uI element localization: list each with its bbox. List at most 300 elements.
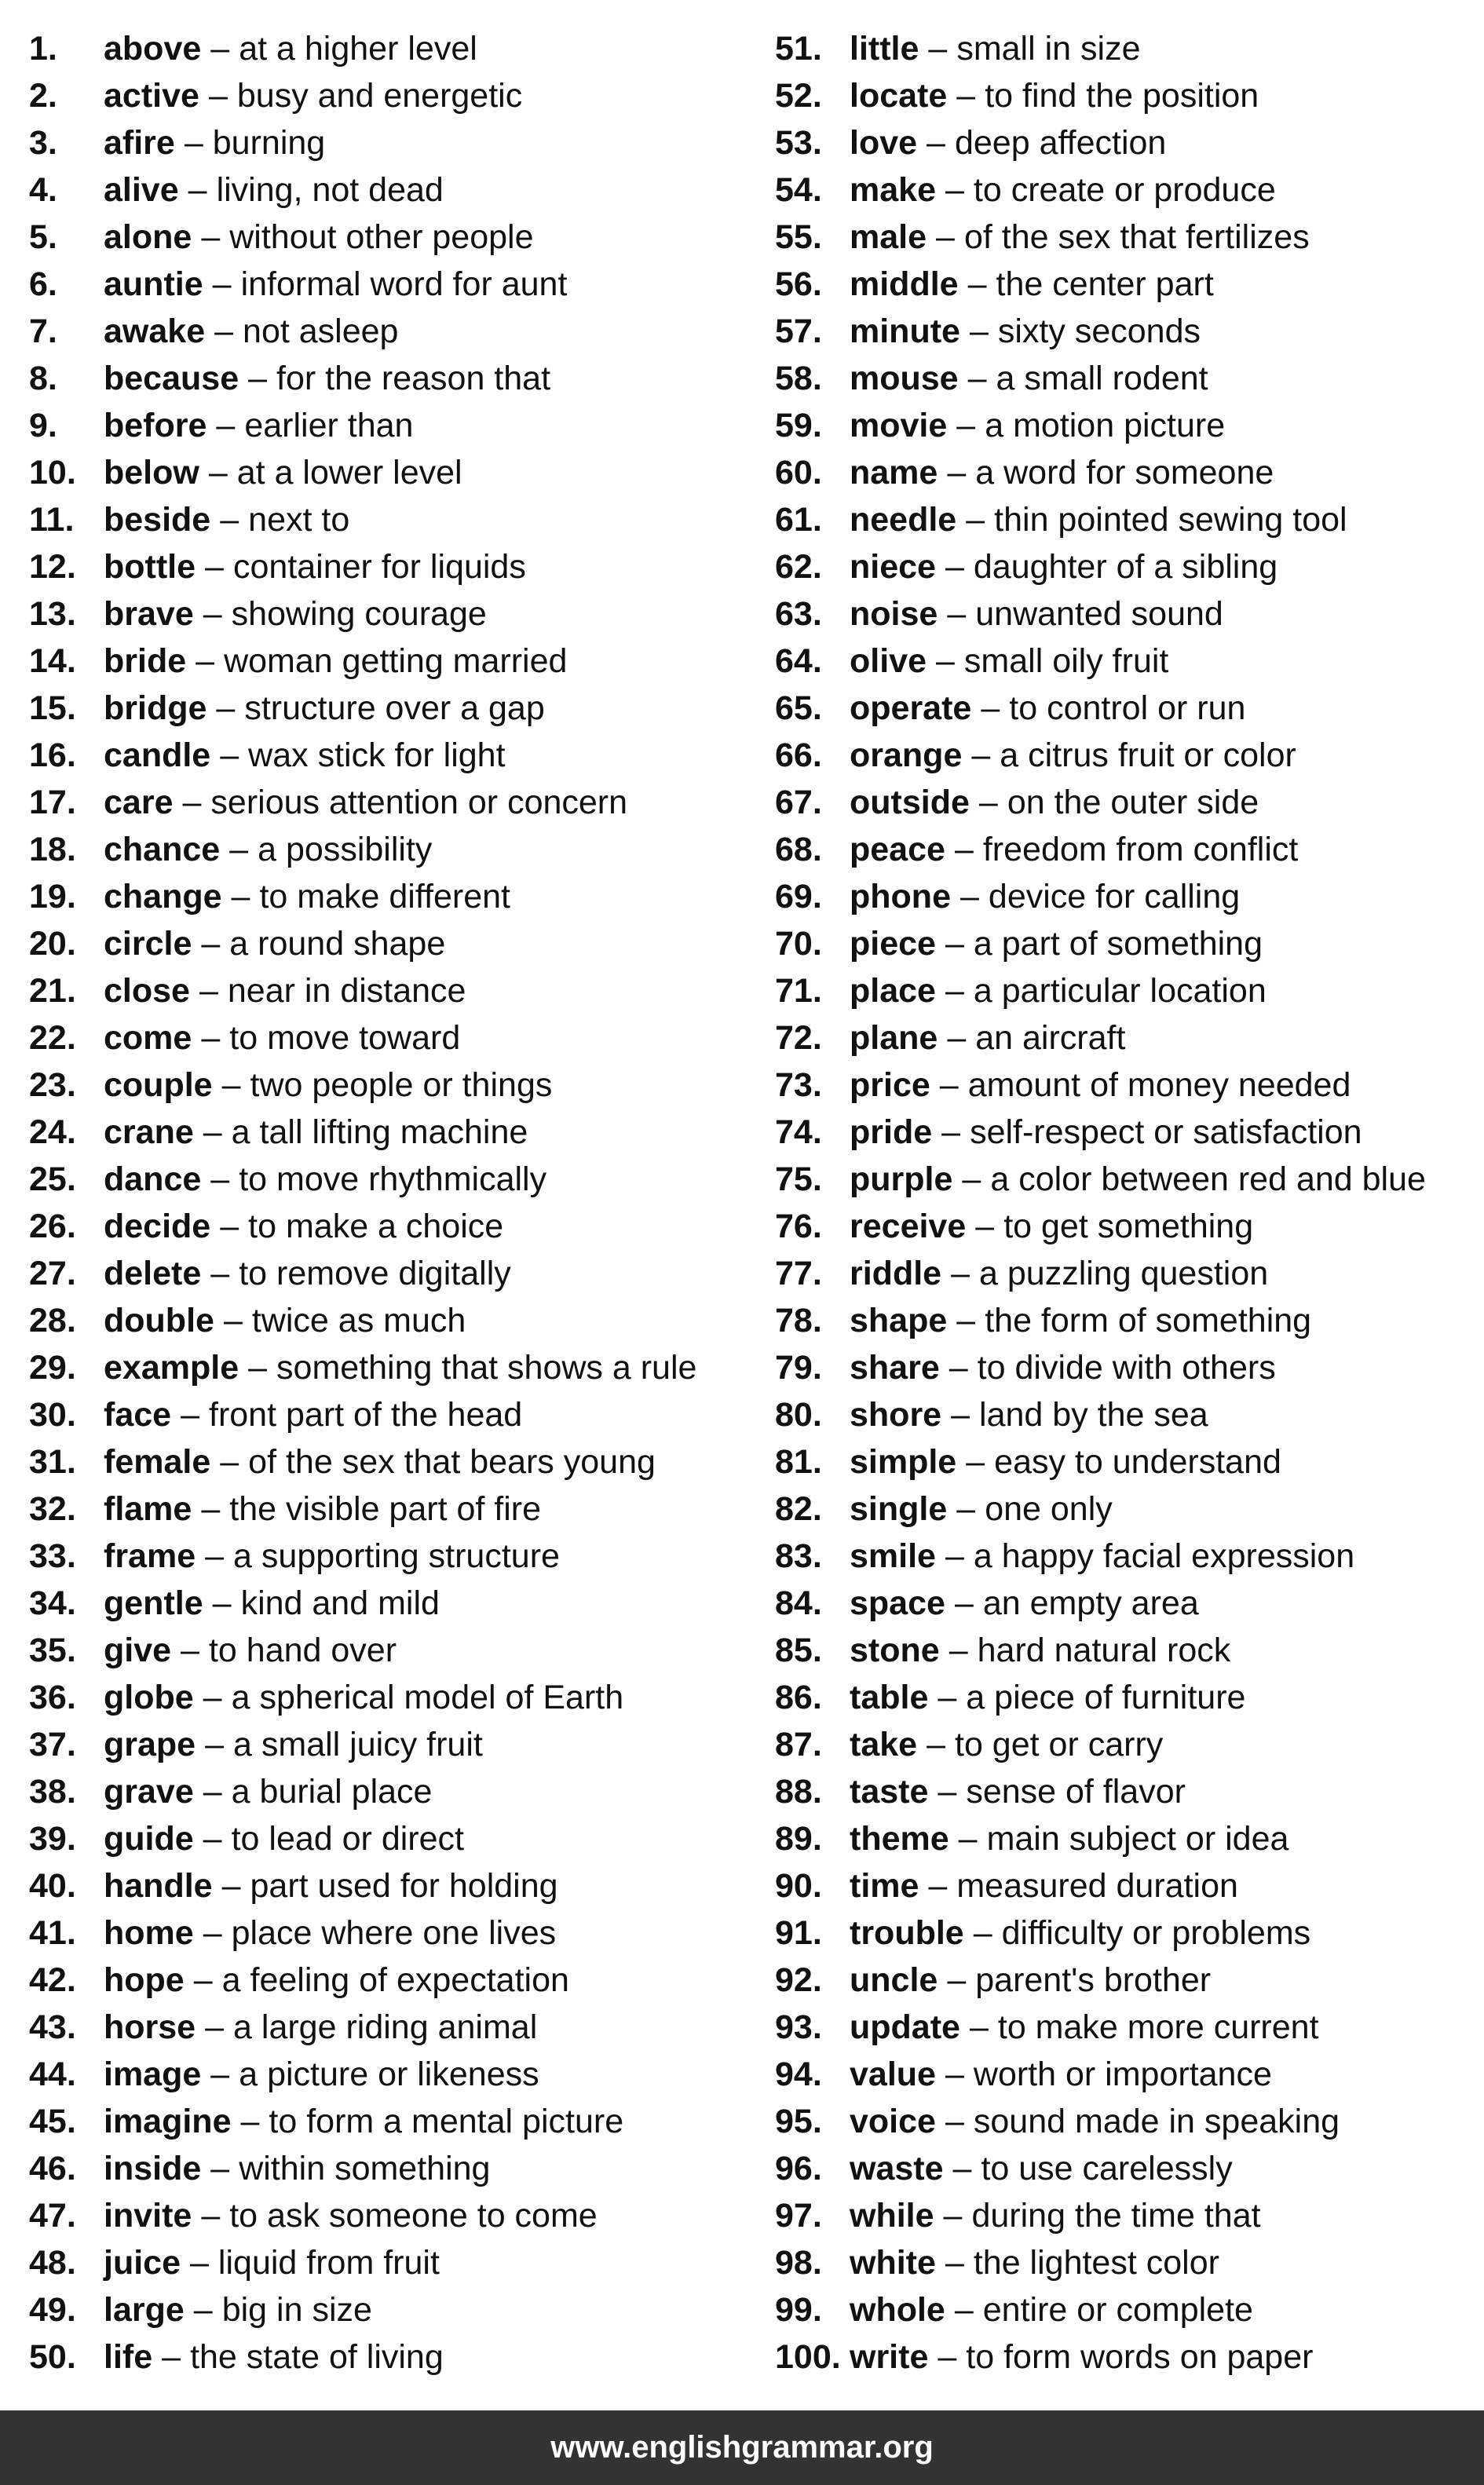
vocabulary-word: needle [850, 501, 957, 539]
list-item [775, 920, 1466, 967]
dash-separator: – [954, 1584, 974, 1622]
dash-separator: – [184, 124, 203, 162]
list-item [29, 1344, 759, 1391]
vocabulary-word: love [850, 124, 918, 162]
vocabulary-word: crane [104, 1113, 194, 1151]
dash-separator: – [947, 1019, 967, 1057]
word-definition: a part of something [973, 925, 1263, 963]
item-number: 46. [29, 2150, 76, 2187]
word-definition: the state of living [190, 2338, 444, 2376]
item-number: 3. [29, 124, 57, 162]
list-item [29, 25, 759, 72]
vocabulary-word: olive [850, 642, 927, 680]
word-definition: to use carelessly [981, 2150, 1233, 2187]
vocabulary-word: because [104, 360, 239, 397]
list-item [775, 402, 1466, 449]
dash-separator: – [221, 1066, 241, 1104]
item-number: 28. [29, 1302, 76, 1339]
vocabulary-word: time [850, 1867, 919, 1905]
word-definition: within something [239, 2150, 491, 2187]
dash-separator: – [203, 1113, 222, 1151]
word-definition: an empty area [982, 1584, 1199, 1622]
item-number: 76. [775, 1208, 822, 1245]
vocabulary-word: afire [104, 124, 175, 162]
vocabulary-word: beside [104, 501, 211, 539]
dash-separator: – [945, 171, 964, 209]
dash-separator: – [954, 831, 974, 868]
item-number: 45. [29, 2103, 76, 2140]
dash-separator: – [248, 360, 268, 397]
list-item [775, 1297, 1466, 1344]
word-definition: to form a mental picture [269, 2103, 624, 2140]
word-definition: not asleep [243, 312, 399, 350]
item-number: 88. [775, 1773, 822, 1811]
dash-separator: – [210, 30, 230, 68]
item-number: 65. [775, 689, 822, 727]
word-definition: a burial place [231, 1773, 433, 1811]
vocabulary-word: phone [850, 878, 951, 915]
vocabulary-word: chance [104, 831, 221, 868]
word-definition: thin pointed sewing tool [994, 501, 1347, 539]
list-item [775, 1203, 1466, 1250]
list-item [775, 355, 1466, 402]
list-item [775, 166, 1466, 214]
vocabulary-word: outside [850, 784, 970, 821]
dash-separator: – [205, 1726, 225, 1763]
vocabulary-word: awake [104, 312, 206, 350]
vocabulary-word: update [850, 2008, 960, 2046]
word-definition: freedom from conflict [982, 831, 1299, 868]
item-number: 35. [29, 1632, 76, 1669]
vocabulary-word: gentle [104, 1584, 203, 1622]
list-item [775, 2004, 1466, 2051]
dash-separator: – [966, 501, 985, 539]
list-item [775, 1533, 1466, 1580]
dash-separator: – [223, 1302, 243, 1339]
list-item [29, 2333, 759, 2381]
list-item [29, 1062, 759, 1109]
vocabulary-word: grave [104, 1773, 194, 1811]
list-item [775, 2145, 1466, 2192]
word-definition: small in size [956, 30, 1141, 68]
dash-separator: – [936, 642, 955, 680]
vocabulary-word: brave [104, 595, 194, 633]
vocabulary-word: shore [850, 1396, 942, 1434]
word-definition: small oily fruit [963, 642, 1169, 680]
vocabulary-word: give [104, 1632, 172, 1669]
item-number: 5. [29, 218, 57, 256]
list-item [775, 685, 1466, 732]
item-number: 64. [775, 642, 822, 680]
list-item [29, 1580, 759, 1627]
vocabulary-word: double [104, 1302, 214, 1339]
word-definition: land by the sea [979, 1396, 1208, 1434]
dash-separator: – [205, 2008, 225, 2046]
word-definition: entire or complete [982, 2291, 1253, 2329]
item-number: 55. [775, 218, 822, 256]
vocabulary-word: home [104, 1914, 194, 1952]
vocabulary-word: voice [850, 2103, 936, 2140]
item-number: 81. [775, 1443, 822, 1481]
vocabulary-word: share [850, 1349, 940, 1387]
footer-bar [0, 2410, 1484, 2485]
word-definition: a round shape [229, 925, 446, 963]
item-number: 68. [775, 831, 822, 868]
vocabulary-word: operate [850, 689, 972, 727]
item-number: 13. [29, 595, 76, 633]
list-item [29, 355, 759, 402]
dash-separator: – [221, 1867, 241, 1905]
item-number: 14. [29, 642, 76, 680]
item-number: 92. [775, 1961, 822, 1999]
dash-separator: – [220, 736, 239, 774]
word-definition: the form of something [985, 1302, 1312, 1339]
list-item [29, 1014, 759, 1062]
vocabulary-word: value [850, 2056, 936, 2093]
list-item [29, 779, 759, 826]
list-item [29, 1957, 759, 2004]
item-number: 47. [29, 2197, 76, 2235]
item-number: 9. [29, 407, 57, 444]
word-definition: a small rodent [996, 360, 1208, 397]
list-item [29, 308, 759, 355]
vocabulary-word: female [104, 1443, 211, 1481]
dash-separator: – [203, 595, 222, 633]
list-item [775, 72, 1466, 119]
dash-separator: – [201, 218, 221, 256]
list-item [775, 2286, 1466, 2333]
item-number: 72. [775, 1019, 822, 1057]
list-item [775, 779, 1466, 826]
vocabulary-word: single [850, 1490, 948, 1528]
word-definition: without other people [229, 218, 534, 256]
item-number: 71. [775, 972, 822, 1010]
item-number: 100. [775, 2338, 841, 2376]
vocabulary-word: image [104, 2056, 202, 2093]
dash-separator: – [231, 878, 250, 915]
word-definition: to move toward [229, 1019, 461, 1057]
dash-separator: – [928, 30, 948, 68]
dash-separator: – [962, 1160, 981, 1198]
item-number: 48. [29, 2244, 76, 2282]
word-definition: a puzzling question [979, 1255, 1269, 1292]
vocabulary-word: receive [850, 1208, 967, 1245]
item-number: 44. [29, 2056, 76, 2093]
word-definition: to hand over [208, 1632, 397, 1669]
dash-separator: – [947, 595, 967, 633]
vocabulary-word: pride [850, 1113, 933, 1151]
dash-separator: – [188, 171, 207, 209]
word-definition: a motion picture [985, 407, 1226, 444]
vocabulary-word: movie [850, 407, 948, 444]
list-item [775, 261, 1466, 308]
vocabulary-word: decide [104, 1208, 211, 1245]
list-item [775, 826, 1466, 873]
vocabulary-word: whole [850, 2291, 945, 2329]
item-number: 23. [29, 1066, 76, 1104]
word-definition: a happy facial expression [973, 1537, 1355, 1575]
list-item [29, 1674, 759, 1721]
word-definition: next to [248, 501, 350, 539]
dash-separator: – [939, 1066, 959, 1104]
list-item [775, 2051, 1466, 2098]
list-item [775, 2192, 1466, 2239]
vocabulary-word: couple [104, 1066, 213, 1104]
dash-separator: – [181, 1632, 199, 1669]
dash-separator: – [967, 360, 987, 397]
word-definition: to create or produce [973, 171, 1276, 209]
word-definition: to divide with others [977, 1349, 1276, 1387]
dash-separator: – [240, 2103, 260, 2140]
word-definition: easy to understand [994, 1443, 1281, 1481]
word-definition: an aircraft [975, 1019, 1126, 1057]
word-definition: during the time that [971, 2197, 1261, 2235]
dash-separator: – [193, 2291, 213, 2329]
word-definition: a feeling of expectation [221, 1961, 569, 1999]
footer-website-link[interactable]: www.englishgrammar.org [550, 2430, 934, 2465]
dash-separator: – [967, 265, 987, 303]
item-number: 58. [775, 360, 822, 397]
item-number: 87. [775, 1726, 822, 1763]
dash-separator: – [203, 1820, 222, 1858]
item-number: 2. [29, 77, 57, 115]
item-number: 77. [775, 1255, 822, 1292]
word-definition: to make different [259, 878, 510, 915]
word-definition: to ask someone to come [229, 2197, 598, 2235]
item-number: 34. [29, 1584, 76, 1622]
item-number: 1. [29, 30, 57, 68]
vocabulary-word: dance [104, 1160, 202, 1198]
item-number: 20. [29, 925, 76, 963]
word-definition: place where one lives [231, 1914, 557, 1952]
item-number: 56. [775, 265, 822, 303]
dash-separator: – [966, 1443, 985, 1481]
dash-separator: – [205, 1537, 225, 1575]
list-item [29, 826, 759, 873]
list-item [29, 72, 759, 119]
vocabulary-word: niece [850, 548, 936, 586]
list-item [775, 1862, 1466, 1909]
vocabulary-word: change [104, 878, 222, 915]
vocabulary-word: above [104, 30, 202, 68]
list-item [29, 2145, 759, 2192]
vocabulary-word: below [104, 454, 199, 492]
item-number: 49. [29, 2291, 76, 2329]
vocabulary-word: active [104, 77, 199, 115]
vocabulary-word: frame [104, 1537, 196, 1575]
vocabulary-word: alone [104, 218, 192, 256]
word-definition: device for calling [988, 878, 1241, 915]
word-definition: hard natural rock [977, 1632, 1231, 1669]
item-number: 36. [29, 1679, 76, 1716]
word-definition: to make a choice [248, 1208, 504, 1245]
word-definition: front part of the head [209, 1396, 523, 1434]
list-item [775, 1250, 1466, 1297]
list-item [29, 119, 759, 166]
dash-separator: – [938, 2338, 957, 2376]
dash-separator: – [201, 1490, 221, 1528]
item-number: 7. [29, 312, 57, 350]
word-definition: sixty seconds [997, 312, 1201, 350]
dash-separator: – [210, 1255, 230, 1292]
dash-separator: – [947, 1961, 967, 1999]
vocabulary-word: life [104, 2338, 153, 2376]
word-definition: parent's brother [975, 1961, 1212, 1999]
item-number: 95. [775, 2103, 822, 2140]
dash-separator: – [229, 831, 249, 868]
list-item [775, 638, 1466, 685]
list-item [775, 543, 1466, 590]
vocabulary-word: candle [104, 736, 211, 774]
item-number: 10. [29, 454, 76, 492]
item-number: 31. [29, 1443, 76, 1481]
item-number: 39. [29, 1820, 76, 1858]
word-definition: wax stick for light [248, 736, 506, 774]
list-item [29, 1768, 759, 1815]
dash-separator: – [212, 1584, 232, 1622]
dash-separator: – [951, 1396, 970, 1434]
list-item [29, 449, 759, 496]
dash-separator: – [201, 1019, 221, 1057]
list-item [775, 2239, 1466, 2286]
word-definition: burning [212, 124, 326, 162]
dash-separator: – [956, 407, 976, 444]
list-item [775, 1486, 1466, 1533]
list-item [29, 1250, 759, 1297]
item-number: 98. [775, 2244, 822, 2282]
dash-separator: – [949, 1632, 968, 1669]
dash-separator: – [196, 642, 215, 680]
word-definition: self-respect or satisfaction [970, 1113, 1362, 1151]
list-item [29, 2239, 759, 2286]
dash-separator: – [978, 784, 998, 821]
list-item [29, 1109, 759, 1156]
dash-separator: – [943, 2197, 963, 2235]
word-definition: to control or run [1009, 689, 1246, 727]
vocabulary-word: inside [104, 2150, 202, 2187]
word-definition: living, not dead [216, 171, 444, 209]
dash-separator: – [220, 501, 239, 539]
word-definition: a color between red and blue [990, 1160, 1426, 1198]
word-definition: twice as much [251, 1302, 466, 1339]
list-item [29, 166, 759, 214]
vocabulary-word: space [850, 1584, 945, 1622]
vocabulary-word: horse [104, 2008, 196, 2046]
dash-separator: – [945, 925, 964, 963]
item-number: 89. [775, 1820, 822, 1858]
list-item [775, 1438, 1466, 1486]
dash-separator: – [203, 1914, 222, 1952]
word-definition: a citrus fruit or color [1000, 736, 1296, 774]
item-number: 22. [29, 1019, 76, 1057]
item-number: 67. [775, 784, 822, 821]
item-number: 97. [775, 2197, 822, 2235]
vocabulary-word: name [850, 454, 938, 492]
word-definition: difficulty or problems [1001, 1914, 1311, 1952]
list-item [29, 261, 759, 308]
item-number: 19. [29, 878, 76, 915]
item-number: 50. [29, 2338, 76, 2376]
list-item [775, 590, 1466, 638]
word-definition: to find the position [985, 77, 1259, 115]
list-item [29, 496, 759, 543]
list-item [29, 2004, 759, 2051]
dash-separator: – [945, 2244, 964, 2282]
word-definition: the lightest color [973, 2244, 1219, 2282]
item-number: 40. [29, 1867, 76, 1905]
list-item [775, 1109, 1466, 1156]
item-number: 33. [29, 1537, 76, 1575]
list-item [775, 2098, 1466, 2145]
dash-separator: – [210, 2056, 230, 2093]
dash-separator: – [208, 454, 228, 492]
vocabulary-word: auntie [104, 265, 203, 303]
list-item [29, 1815, 759, 1862]
list-item [775, 496, 1466, 543]
item-number: 30. [29, 1396, 76, 1434]
word-definition: the center part [996, 265, 1214, 303]
list-item [29, 2286, 759, 2333]
list-item [775, 25, 1466, 72]
dash-separator: – [216, 407, 236, 444]
word-definition: worth or importance [973, 2056, 1272, 2093]
vocabulary-word: globe [104, 1679, 194, 1716]
dash-separator: – [945, 972, 964, 1010]
dash-separator: – [941, 1113, 961, 1151]
vocabulary-word: little [850, 30, 919, 68]
dash-separator: – [971, 736, 991, 774]
vocabulary-word: peace [850, 831, 945, 868]
dash-separator: – [214, 312, 234, 350]
vocabulary-word: price [850, 1066, 930, 1104]
word-definition: the visible part of fire [229, 1490, 542, 1528]
item-number: 69. [775, 878, 822, 915]
word-definition: amount of money needed [967, 1066, 1351, 1104]
word-definition: deep affection [954, 124, 1167, 162]
item-number: 62. [775, 548, 822, 586]
list-item [775, 214, 1466, 261]
word-definition: one only [985, 1490, 1113, 1528]
vocabulary-word: handle [104, 1867, 213, 1905]
item-number: 43. [29, 2008, 76, 2046]
item-number: 21. [29, 972, 76, 1010]
dash-separator: – [938, 1679, 957, 1716]
dash-separator: – [952, 2150, 972, 2187]
item-number: 32. [29, 1490, 76, 1528]
item-number: 74. [775, 1113, 822, 1151]
word-definition: of the sex that fertilizes [963, 218, 1310, 256]
item-number: 99. [775, 2291, 822, 2329]
list-item [775, 873, 1466, 920]
dash-separator: – [951, 1255, 970, 1292]
item-number: 54. [775, 171, 822, 209]
list-item [29, 214, 759, 261]
dash-separator: – [205, 548, 224, 586]
dash-separator: – [193, 1961, 213, 1999]
vocabulary-word: close [104, 972, 190, 1010]
item-number: 15. [29, 689, 76, 727]
vocabulary-word: large [104, 2291, 185, 2329]
item-number: 85. [775, 1632, 822, 1669]
list-item [29, 402, 759, 449]
word-definition: to move rhythmically [239, 1160, 547, 1198]
vocabulary-word: invite [104, 2197, 192, 2235]
list-item [29, 1533, 759, 1580]
vocabulary-word: make [850, 171, 936, 209]
dash-separator: – [928, 1867, 948, 1905]
vocabulary-word: flame [104, 1490, 192, 1528]
list-item [775, 1344, 1466, 1391]
